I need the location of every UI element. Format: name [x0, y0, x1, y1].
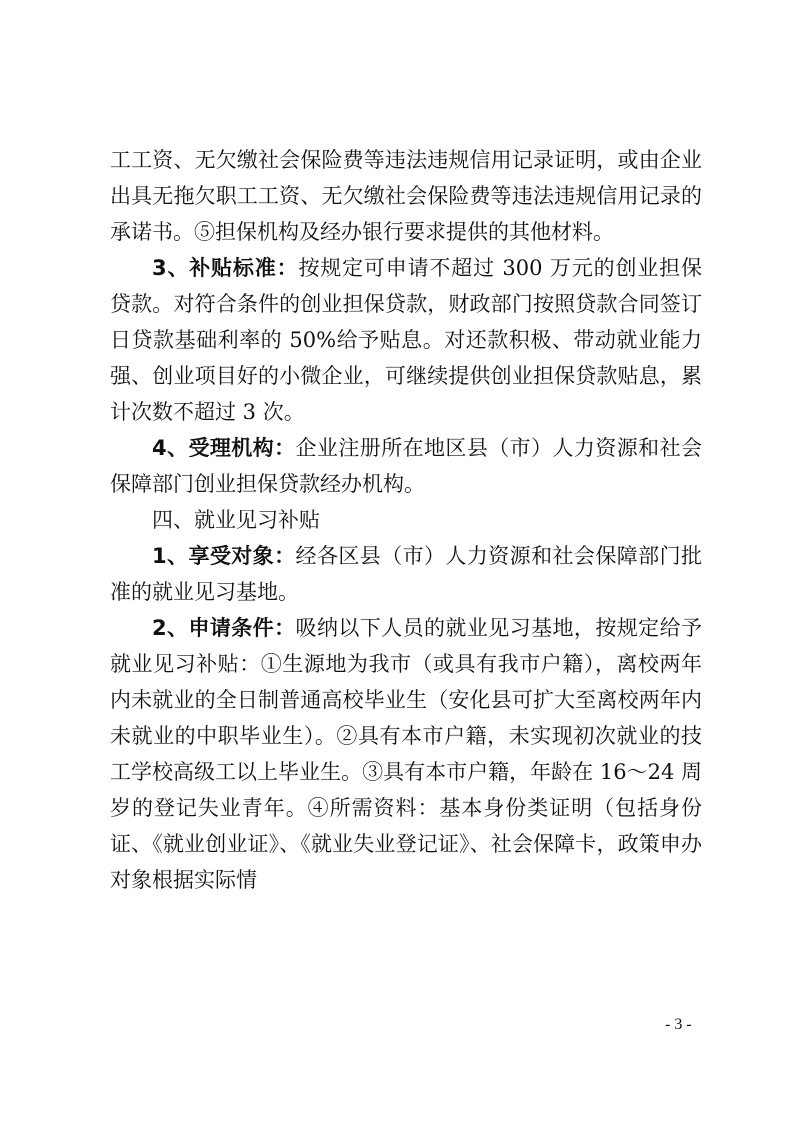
paragraph-text: 工工资、无欠缴社会保险费等违法违规信用记录证明，或由企业出具无拖欠职工工资、无欠缴社会保险费等违法违规信用记录的承诺书。⑤担保机构及经办银行要求提供的其他材料。	[110, 148, 702, 244]
paragraph-application-conditions	[110, 610, 702, 898]
paragraph-label: 2、申请条件：	[152, 616, 296, 640]
paragraph-subsidy-standard	[110, 250, 702, 430]
document-body	[110, 142, 702, 898]
paragraph-label: 1、享受对象：	[152, 544, 296, 568]
paragraph-text: 吸纳以下人员的就业见习基地，按规定给予就业见习补贴：①生源地为我市（或具有我市户籍），离校两年内未就业的全日制普通高校毕业生（安化县可扩大至离校两年内未就业的中职毕业生）。②具有本市户籍，未实现初次就业的技工学校高级工以上毕业生。③具有本市户籍，年龄在 16～24 周岁的登记失业青年。④所需资料：基本身份类证明（包括身份证、《就业创业证》、《就业失业登记证》、社会保障卡，政策申办对象根据实际情	[110, 616, 702, 892]
paragraph-label: 3、补贴标准：	[152, 256, 299, 280]
paragraph-label: 4、受理机构：	[152, 436, 296, 460]
paragraph-text: 经各区县（市）人力资源和社会保障部门批准的就业见习基地。	[110, 544, 702, 604]
paragraph-continuation	[110, 142, 702, 250]
paragraph-eligible-recipients	[110, 538, 702, 610]
paragraph-text: 按规定可申请不超过 300 万元的创业担保贷款。对符合条件的创业担保贷款，财政部门按照贷款合同签订日贷款基础利率的 50%给予贴息。对还款积极、带动就业能力强、创业项目好的小微企业，可继续提供创业担保贷款贴息，累计次数不超过 3 次。	[110, 256, 702, 424]
paragraph-accepting-agency	[110, 430, 702, 502]
section-heading	[110, 502, 702, 538]
section-heading-text: 四、就业见习补贴	[152, 508, 320, 532]
page-number: - 3 -	[665, 1016, 692, 1033]
paragraph-text: 企业注册所在地区县（市）人力资源和社会保障部门创业担保贷款经办机构。	[110, 436, 702, 496]
